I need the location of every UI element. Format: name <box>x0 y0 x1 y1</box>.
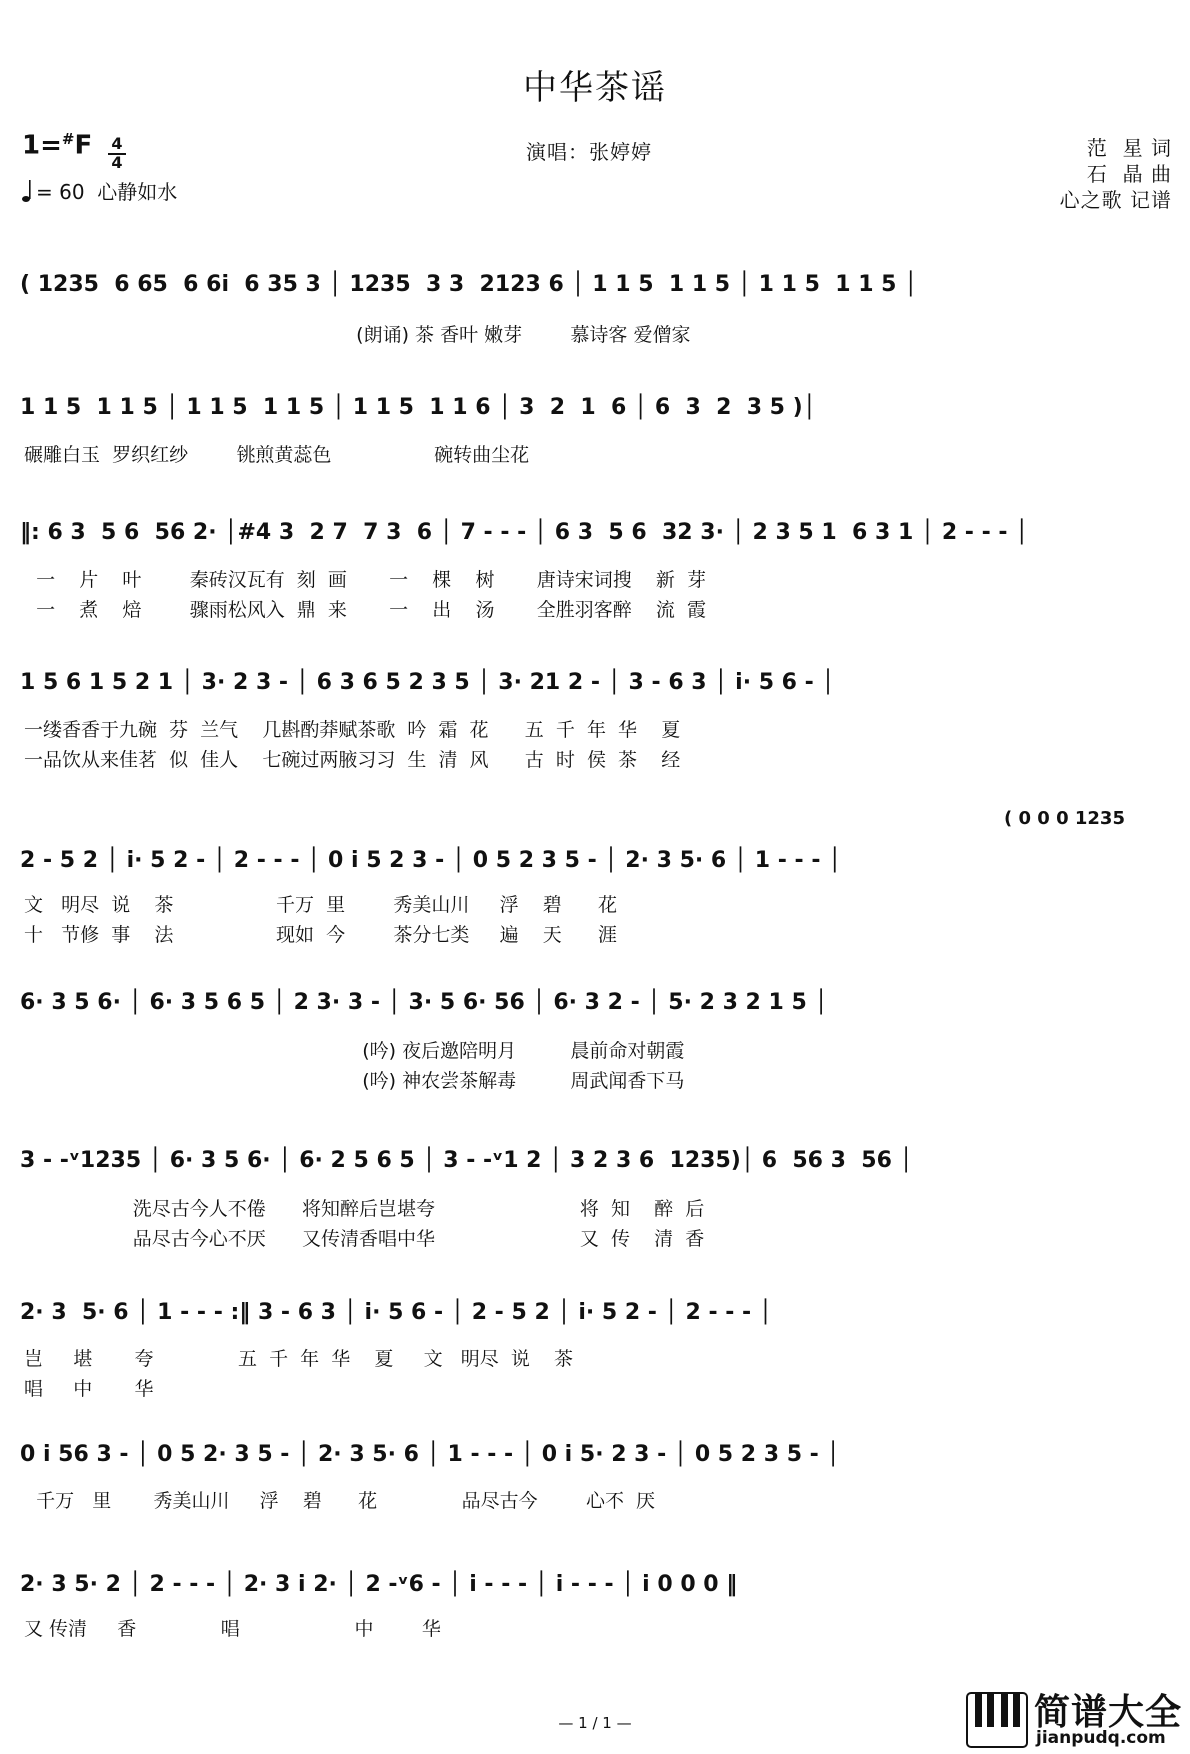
site-logo-text: 简谱大全 <box>1034 1692 1183 1733</box>
lyrics-line: 品尽古今心不厌 又传清香唱中华 又 传 清 香 <box>24 1228 705 1250</box>
key-signature: 1=#F <box>22 130 93 161</box>
site-logo-url: jianpudq.com <box>1036 1728 1166 1748</box>
lyrics-line: (吟) 夜后邀陪明月 晨前命对朝霞 <box>24 1040 685 1062</box>
quarter-note-icon <box>22 179 32 203</box>
lyrics-line: 洗尽古今人不倦 将知醉后岂堪夸 将 知 醉 后 <box>24 1198 705 1220</box>
lyrics-line: (吟) 神农尝茶解毒 周武闻香下马 <box>24 1070 685 1092</box>
score-system-5: 2 - 5 2 │ i· 5 2 - │ 2 - - - │ 0 i 5 2 3 - │ 0 5 2 3 5 - │ 2· 3 5· 6 │ 1 - - - │ <box>20 848 842 873</box>
time-signature: 4 4 <box>108 136 126 171</box>
score-system-6: 6· 3 5 6· │ 6· 3 5 6 5 │ 2 3· 3 - │ 3· 5 6· 56 │ 6· 3 2 - │ 5· 2 3 2 1 5 │ <box>20 990 828 1015</box>
lyrics-line: 一 煮 焙 骤雨松风入 鼎 来 一 出 汤 全胜羽客醉 流 霞 <box>24 599 706 621</box>
singer-credit: 演唱：张婷婷 <box>526 140 652 164</box>
lyrics-line: 碾雕白玉 罗织红纱 铫煎黄蕊色 碗转曲尘花 <box>24 444 530 466</box>
transcriber-credit: 心之歌 记谱 <box>1059 188 1172 212</box>
lyricist-credit: 范 星 词 <box>1086 136 1172 160</box>
score-system-9: 0 i 56 3 - │ 0 5 2· 3 5 - │ 2· 3 5· 6 │ 1 - - - │ 0 i 5· 2 3 - │ 0 5 2 3 5 - │ <box>20 1442 840 1467</box>
lyrics-line: (朗诵) 茶 香叶 嫩芽 慕诗客 爱僧家 <box>24 324 691 346</box>
piano-logo-icon <box>966 1692 1028 1748</box>
lyrics-line: 又 传清 香 唱 中 华 <box>24 1618 441 1640</box>
score-system-3: ‖: 6 3 5 6 56 2· │#4 3 2 7 7 3 6 │ 7 - - - │ 6 3 5 6 32 3· │ 2 3 5 1 6 3 1 │ 2 - - - │ <box>20 520 1029 545</box>
score-system-10: 2· 3 5· 2 │ 2 - - - │ 2· 3 i 2· │ 2 -ᵛ6 - │ i - - - │ i - - - │ i 0 0 0 ‖ <box>20 1572 738 1597</box>
score-system-7: 3 - -ᵛ1235 │ 6· 3 5 6· │ 6· 2 5 6 5 │ 3 - -ᵛ1 2 │ 3 2 3 6 1235)│ 6 56 3 56 │ <box>20 1148 913 1173</box>
lyrics-line: 唱 中 华 <box>24 1378 154 1400</box>
composer-credit: 石 晶 曲 <box>1086 162 1172 186</box>
score-system-8: 2· 3 5· 6 │ 1 - - - :‖ 3 - 6 3 │ i· 5 6 - │ 2 - 5 2 │ i· 5 2 - │ 2 - - - │ <box>20 1300 773 1325</box>
lyrics-line: 一 片 叶 秦砖汉瓦有 刻 画 一 棵 树 唐诗宋词搜 新 芽 <box>24 569 706 591</box>
lyrics-line: 千万 里 秀美山川 浮 碧 花 品尽古今 心不 厌 <box>24 1490 656 1512</box>
lyrics-line: 十 节修 事 法 现如 今 茶分七类 遍 天 涯 <box>24 924 618 946</box>
intro-pickup: ( 0 0 0 1235 <box>1004 808 1125 829</box>
lyrics-line: 文 明尽 说 茶 千万 里 秀美山川 浮 碧 花 <box>24 894 618 916</box>
score-system-1: ( 1235 6 65 6 6i 6 35 3 │ 1235 3 3 2123 6 │ 1 1 5 1 1 5 │ 1 1 5 1 1 5 │ <box>20 272 918 297</box>
song-title: 中华茶谣 <box>523 68 667 108</box>
tempo-marking: = 60 心静如水 <box>22 176 177 205</box>
lyrics-line: 一缕香香于九碗 芬 兰气 几斟酌莽赋茶歌 吟 霜 花 五 千 年 华 夏 <box>24 719 681 741</box>
score-system-4: 1 5 6 1 5 2 1 │ 3· 2 3 - │ 6 3 6 5 2 3 5 │ 3· 21 2 - │ 3 - 6 3 │ i· 5 6 - │ <box>20 670 835 695</box>
lyrics-line: 岂 堪 夸 五 千 年 华 夏 文 明尽 说 茶 <box>24 1348 573 1370</box>
lyrics-line: 一品饮从来佳茗 似 佳人 七碗过两腋习习 生 清 风 古 时 侯 茶 经 <box>24 749 681 771</box>
score-system-2: 1 1 5 1 1 5 │ 1 1 5 1 1 5 │ 1 1 5 1 1 6 │ 3 2 1 6 │ 6 3 2 3 5 )│ <box>20 395 816 420</box>
page-number: — 1 / 1 — <box>558 1714 632 1732</box>
